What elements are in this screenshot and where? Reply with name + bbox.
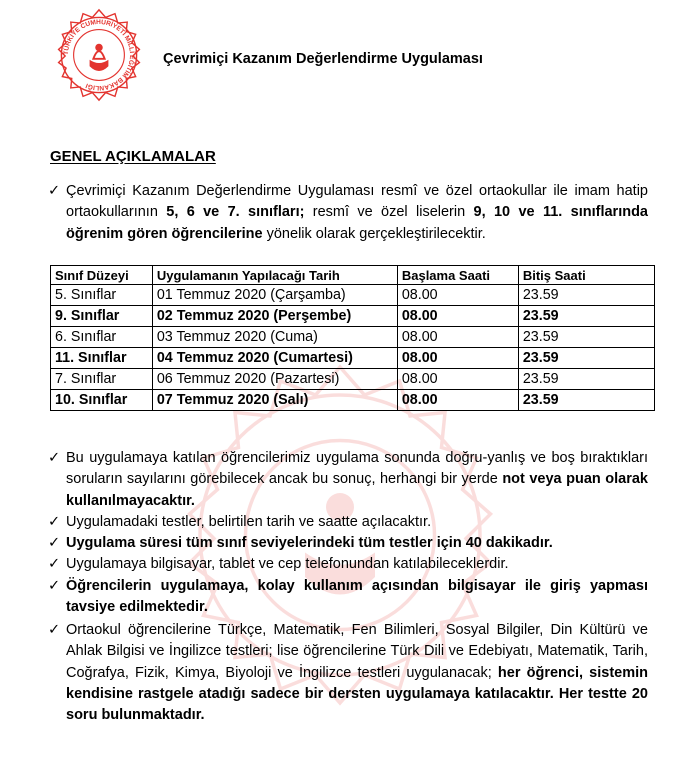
document-title: Çevrimiçi Kazanım Değerlendirme Uygulaması xyxy=(163,51,483,67)
table-header-row xyxy=(51,266,655,285)
table-cell: 23.59 xyxy=(518,369,654,390)
schedule-table xyxy=(50,265,655,411)
table-cell: 01 Temmuz 2020 (Çarşamba) xyxy=(152,285,397,306)
table-cell: 07 Temmuz 2020 (Salı) xyxy=(152,390,397,411)
table-cell: 10. Sınıflar xyxy=(51,390,153,411)
logo-text: TÜRKİYE CUMHURİYETİ MİLLİ EĞİTİM BAKANLIĞI xyxy=(62,18,136,92)
table-row xyxy=(51,390,655,411)
table-cell: 23.59 xyxy=(518,327,654,348)
table-cell: 06 Temmuz 2020 (Pazartesi) xyxy=(152,369,397,390)
table-cell: 04 Temmuz 2020 (Cumartesi) xyxy=(152,348,397,369)
table-cell: 08.00 xyxy=(397,306,518,327)
table-cell: 11. Sınıflar xyxy=(51,348,153,369)
table-cell: 08.00 xyxy=(397,327,518,348)
check-icon: ✓ xyxy=(48,450,61,466)
check-icon: ✓ xyxy=(48,578,61,594)
table-row xyxy=(51,327,655,348)
table-cell: 23.59 xyxy=(518,348,654,369)
table-cell: 03 Temmuz 2020 (Cuma) xyxy=(152,327,397,348)
table-cell: 23.59 xyxy=(518,285,654,306)
table-row xyxy=(51,285,655,306)
table-cell: 02 Temmuz 2020 (Perşembe) xyxy=(152,306,397,327)
table-cell: 7. Sınıflar xyxy=(51,369,153,390)
check-icon: ✓ xyxy=(48,183,61,199)
check-icon: ✓ xyxy=(48,514,61,530)
check-icon: ✓ xyxy=(48,535,61,551)
table-row xyxy=(51,348,655,369)
note-devices: ✓ Uygulamaya bilgisayar, tablet ve cep telefonundan katılabileceklerdir. xyxy=(48,554,648,575)
table-cell: 9. Sınıflar xyxy=(51,306,153,327)
table-header-cell: Sınıf Düzeyi xyxy=(51,266,153,285)
table-cell: 08.00 xyxy=(397,348,518,369)
section-title: GENEL AÇIKLAMALAR xyxy=(50,148,216,165)
table-row xyxy=(51,369,655,390)
meb-logo-icon xyxy=(52,8,146,102)
note-recommendation: ✓ Öğrencilerin uygulamaya, kolay kullanım açısından bilgisayar ile giriş yapması tavsiye edilmektedir. xyxy=(48,578,648,616)
note-tests-open: ✓ Uygulamadaki testler, belirtilen tarih ve saatte açılacaktır. xyxy=(48,512,648,533)
check-icon: ✓ xyxy=(48,556,61,572)
intro-paragraph: ✓ Çevrimiçi Kazanım Değerlendirme Uygulaması resmî ve özel ortaokullar ile imam hatip ortaokullarının 5, 6 ve 7. sınıfları; resmî ve özel liselerin 9, 10 ve 11. sınıflarında öğrenim gören öğrencilerine yönelik olarak gerçekleştirilecektir. xyxy=(48,183,648,242)
note-results: ✓ Bu uygulamaya katılan öğrencilerimiz uygulama sonunda doğru-yanlış ve boş bıraktıkları soruların sayılarını görebilecek ancak bu sonuç, herhangi bir yerde not veya puan olarak kullanılmayacaktır. xyxy=(48,450,648,509)
table-cell: 5. Sınıflar xyxy=(51,285,153,306)
table-header-cell: Uygulamanın Yapılacağı Tarih xyxy=(152,266,397,285)
table-row xyxy=(51,306,655,327)
table-cell: 08.00 xyxy=(397,369,518,390)
check-icon: ✓ xyxy=(48,622,61,638)
table-header-cell: Başlama Saati xyxy=(397,266,518,285)
table-cell: 08.00 xyxy=(397,285,518,306)
note-subjects: ✓ Ortaokul öğrencilerine Türkçe, Matematik, Fen Bilimleri, Sosyal Bilgiler, Din Kültürü ve Ahlak Bilgisi ve İngilizce testleri; lise öğrencilerine Türk Dili ve Edebiyatı, Matematik, Tarih, Coğrafya, Fizik, Kimya, Biyoloji ve İngilizce testleri uygulanacak; her öğrenci, sistemin kendisine rastgele atadığı sadece bir dersten uygulamaya katılacaktır. Her testte 20 soru bulunmaktadır. xyxy=(48,622,648,724)
table-cell: 23.59 xyxy=(518,390,654,411)
table-header-cell: Bitiş Saati xyxy=(518,266,654,285)
table-cell: 23.59 xyxy=(518,306,654,327)
table-cell: 08.00 xyxy=(397,390,518,411)
note-duration: ✓ Uygulama süresi tüm sınıf seviyelerindeki tüm testler için 40 dakikadır. xyxy=(48,533,648,554)
table-cell: 6. Sınıflar xyxy=(51,327,153,348)
